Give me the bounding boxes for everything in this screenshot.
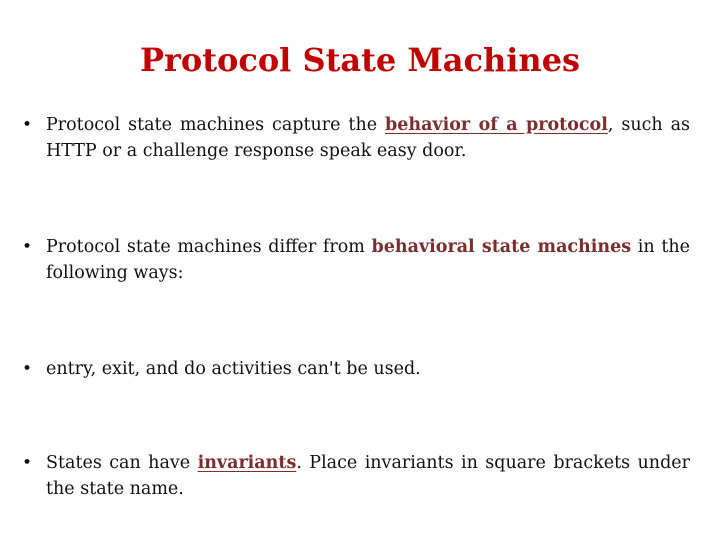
- bullet-text: [46, 234, 690, 286]
- bullet-text-before: States can have: [46, 453, 198, 473]
- bullet-text: [46, 112, 690, 164]
- highlight-invariants: invariants: [197, 453, 297, 473]
- bullet-marker: •: [22, 453, 33, 473]
- bullet-item-2: [22, 234, 690, 286]
- bullet-text: [46, 450, 690, 502]
- bullet-item-3: [22, 356, 690, 382]
- bullet-marker: •: [22, 359, 33, 379]
- slide-title: Protocol State Machines: [139, 41, 581, 79]
- bullet-text-after: in the following ways:: [46, 237, 690, 283]
- bullet-marker: •: [22, 115, 33, 135]
- bullet-text-before: Protocol state machines differ from: [46, 237, 372, 257]
- bullet-item-4: [22, 450, 690, 502]
- bullet-marker: •: [22, 237, 33, 257]
- bullet-item-1: [22, 112, 690, 164]
- bullet-text: entry, exit, and do activities can't be used.: [46, 359, 421, 379]
- highlight-behavior-of-a-protocol: behavior of a protocol: [385, 115, 608, 135]
- bullet-text-before: Protocol state machines capture the: [46, 115, 385, 135]
- bullet-text-after: , such as HTTP or a challenge response speak easy door.: [46, 115, 690, 161]
- bullet-text-after: . Place invariants in square brackets under the state name.: [46, 453, 690, 499]
- highlight-behavioral-state-machines: behavioral state machines: [371, 237, 632, 257]
